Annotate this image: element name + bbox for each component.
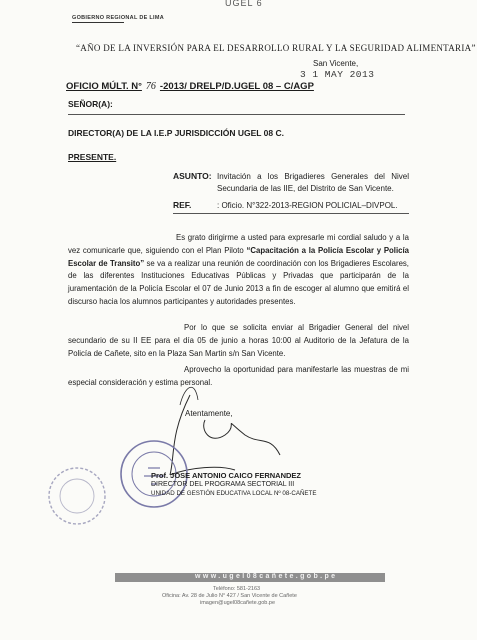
footer-email: imagen@ugel08cañete.gob.pe	[200, 600, 276, 606]
date-stamp: 3 1 MAY 2013	[300, 69, 375, 80]
place-line: San Vicente,	[313, 59, 359, 68]
government-header: GOBIERNO REGIONAL DE LIMA	[72, 15, 165, 21]
recipient-salutation: SEÑOR(A):	[68, 99, 113, 109]
oficio-number: 76	[145, 81, 156, 92]
year-title: “AÑO DE LA INVERSIÓN PARA EL DESARROLLO RURAL Y LA SEGURIDAD ALIMENTARIA”	[76, 43, 476, 53]
paragraph-closing-text: Aprovecho la oportunidad para manifestarle las muestras de mi especial consideración y estima personal.	[68, 365, 409, 387]
oficio-prefix: OFICIO MÚLT. N°	[66, 81, 142, 92]
asunto-text: Invitación a los Brigadieres Generales del Nivel Secundaria de las IIE, del Distrito de San Vicente.	[217, 172, 409, 193]
ref-text: : Oficio. N°322-2013-REGION POLICIAL–DIVPOL.	[217, 201, 398, 210]
handwritten-mark: UGEL 6	[225, 0, 263, 8]
oficio-suffix: -2013/ DRELP/D.UGEL 08 – C/AGP	[159, 81, 314, 92]
paragraph-invitation-start: Es grato dirigirme a usted para expresarle mi cordial saludo y a la vez comunicarle que, siguiendo con el Plan Piloto	[68, 233, 409, 255]
oficio-reference	[66, 81, 314, 92]
footer-phone: Teléfono: 581-2163	[213, 586, 261, 592]
paragraph-invitation	[68, 232, 409, 309]
footer-website: www.ugel08cañete.gob.pe	[195, 573, 338, 580]
ref-divider	[173, 213, 409, 214]
footer-address: Oficina: Av. 28 de Julio N° 427 / San Vicente de Cañete	[162, 593, 297, 599]
asunto-label: ASUNTO:	[173, 171, 212, 181]
signatory-name: Prof. JOSE ANTONIO CAICO FERNANDEZ	[151, 471, 302, 480]
program-name: “Capacitación a la Policía Escolar y Policía Escolar de Transito”	[68, 245, 409, 268]
paragraph-request-text: Por lo que se solicita enviar al Brigadier General del nivel secundario de su II EE para el día 05 de junio a horas 10:00 al Auditorio de la Jefatura de la Policía de Cañete, sito en la Plaza San Martin s/n San Vicente.	[68, 323, 409, 358]
paragraph-request	[68, 322, 409, 360]
paragraph-invitation-end: se va a realizar una reunión de coordinación con los Brigadieres Escolares, de las diferentes Instituciones Educativas Públicas y Privadas que participarán de la juramentación de la Policía Escolar el 07 de Junio 2013 a fin de escoger al alumno que emitirá el discurso hacia los alumnos participantes y autoridades presentes.	[68, 258, 409, 306]
signatory-unit: UNIDAD DE GESTIÓN EDUCATIVA LOCAL Nº 08-CAÑETE	[151, 490, 317, 497]
presente-label: PRESENTE.	[68, 152, 117, 162]
recipient-line	[68, 114, 405, 115]
ref-label: REF.	[173, 200, 192, 210]
closing-word: Atentamente,	[185, 409, 233, 418]
faded-seal	[42, 464, 112, 528]
recipient-title: DIRECTOR(A) DE LA I.E.P JURISDICCIÓN UGEL 08 C.	[68, 128, 284, 138]
signatory-role: DIRECTOR DEL PROGRAMA SECTORIAL III	[151, 481, 295, 488]
header-divider	[72, 22, 124, 23]
